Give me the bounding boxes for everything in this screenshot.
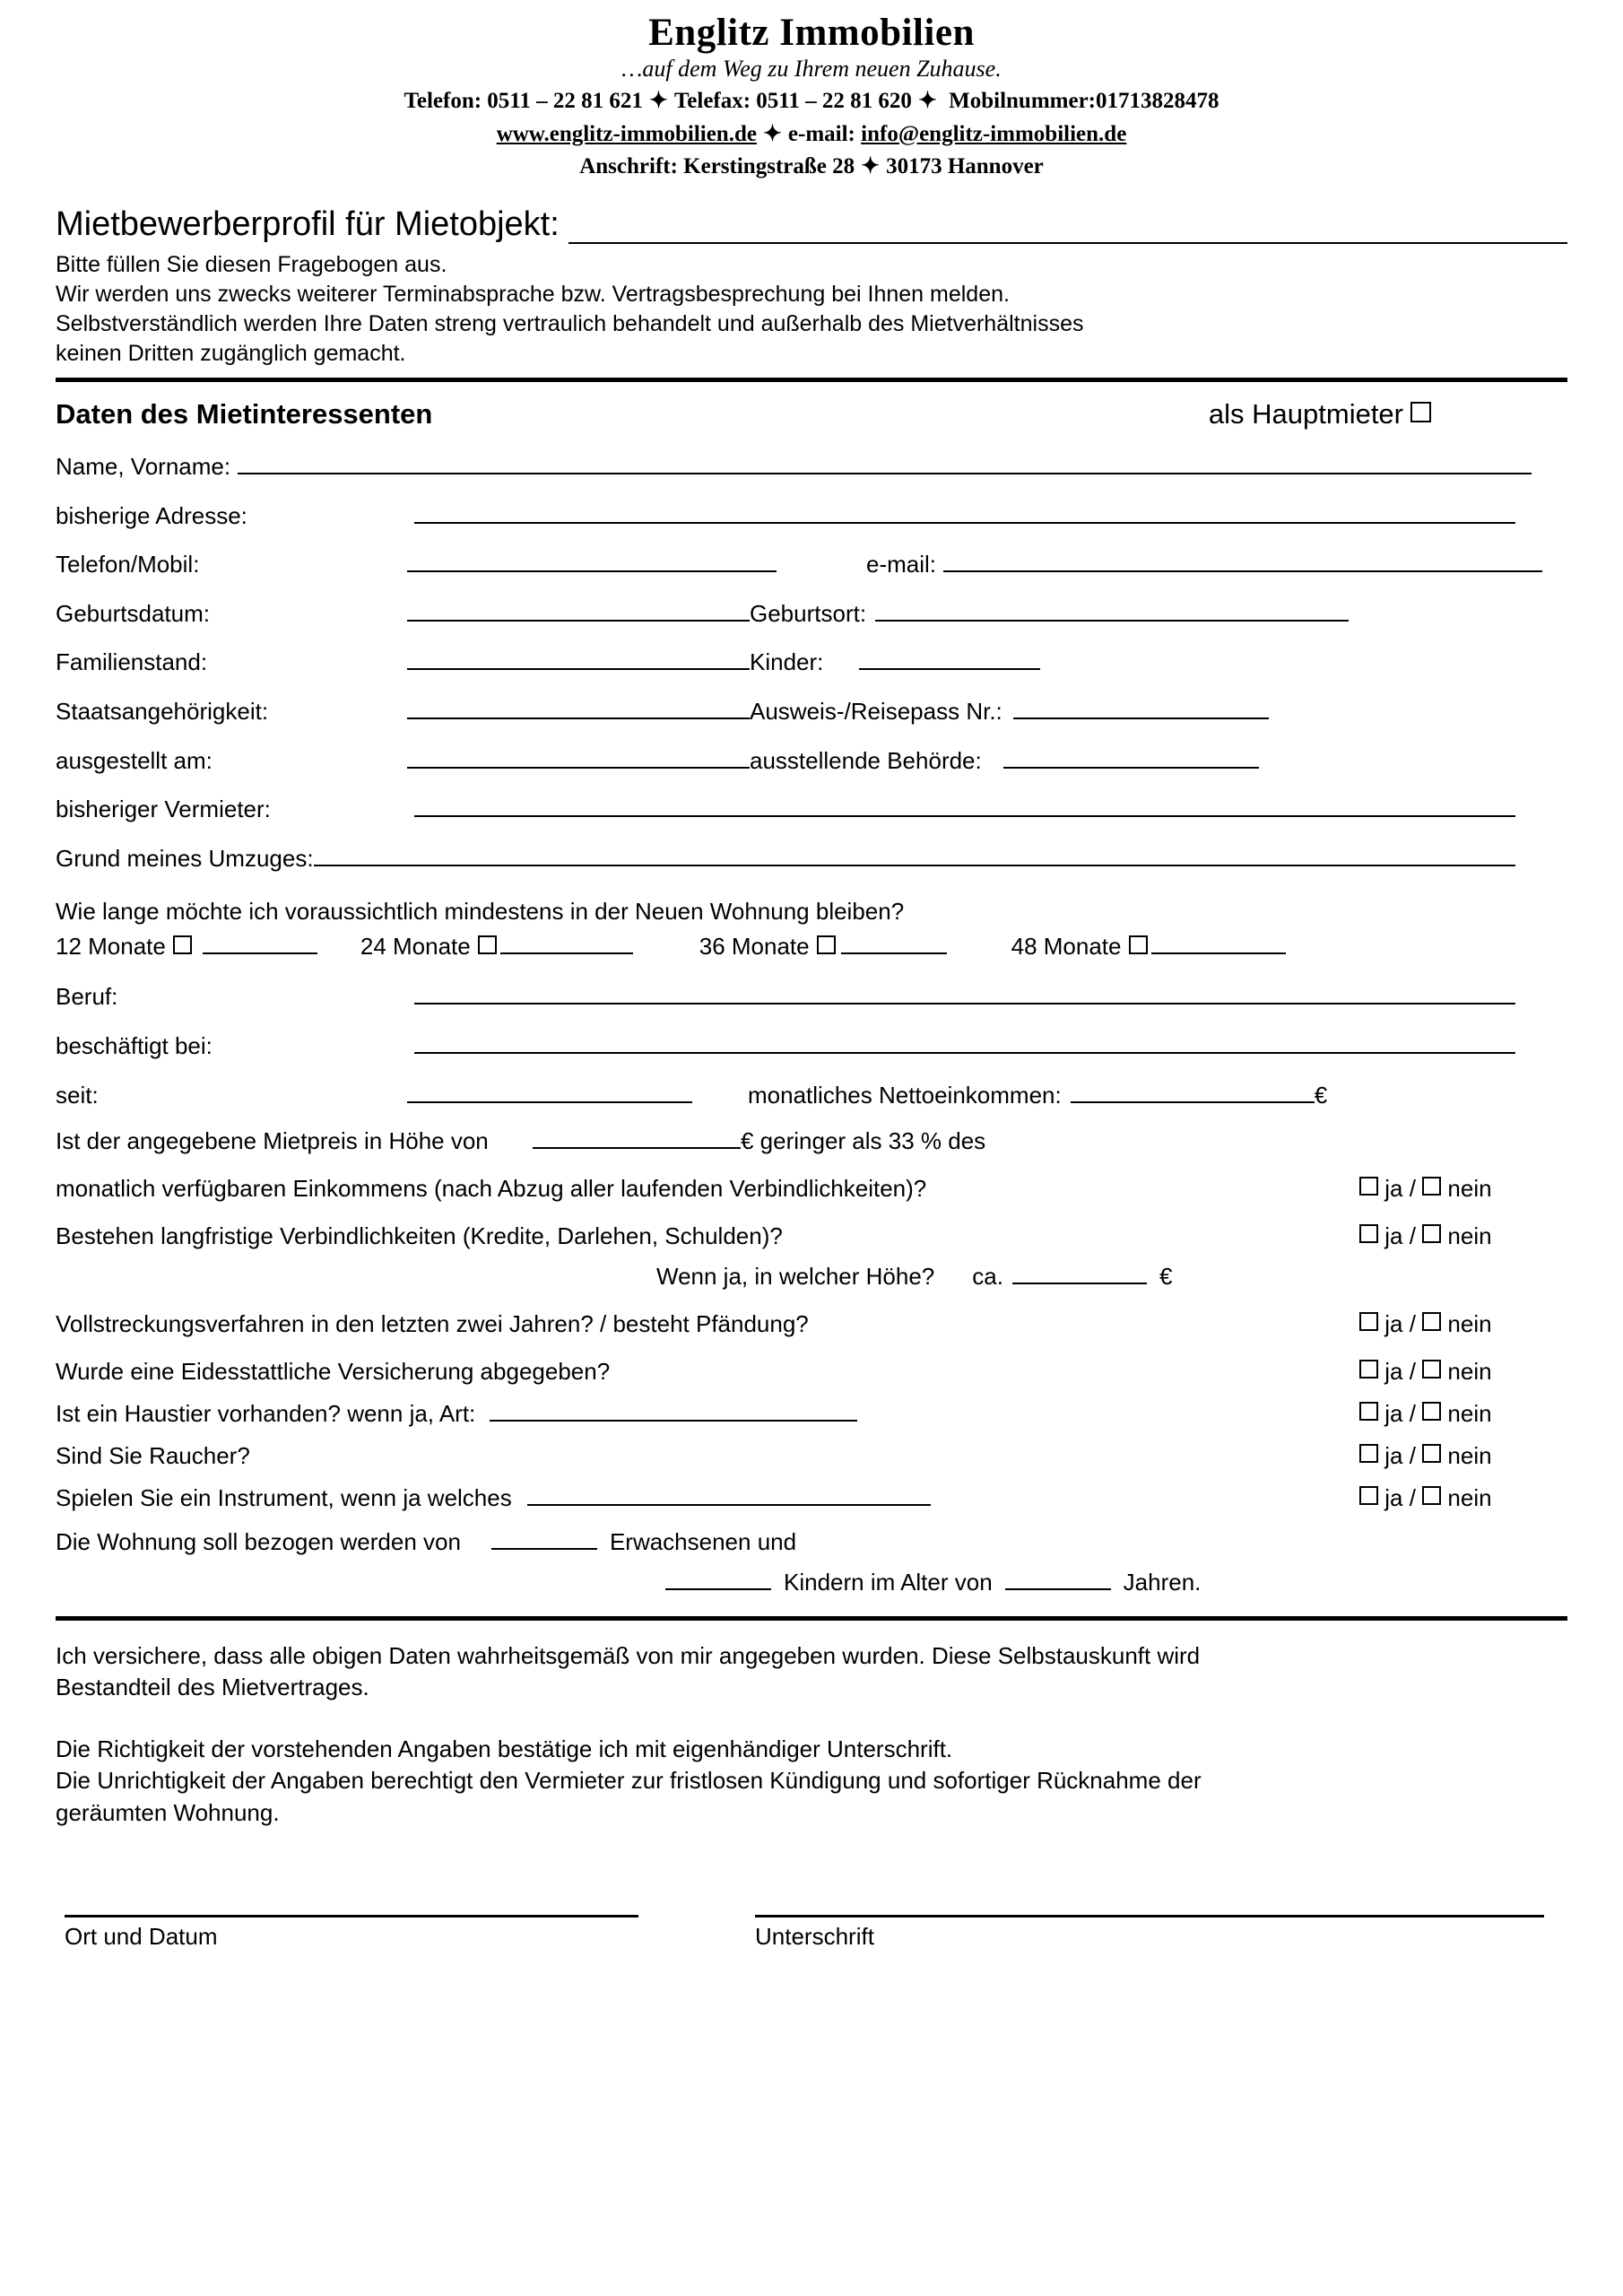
input-phone[interactable]	[407, 551, 777, 572]
mobile-label: Mobilnummer:01713828478	[949, 89, 1219, 114]
field-row-issued	[56, 747, 1567, 774]
input-duration-12[interactable]	[203, 933, 317, 954]
checkbox-affidavit-yes[interactable]	[1359, 1360, 1378, 1378]
checkbox-enforcement-yes[interactable]	[1359, 1312, 1378, 1331]
yesno-enforcement[interactable]	[1359, 1310, 1567, 1338]
question-instrument	[56, 1484, 1359, 1512]
page-title: Mietbewerberprofil für Mietobjekt:	[56, 205, 560, 244]
separator-slash: /	[1409, 1175, 1416, 1203]
divider-top	[56, 378, 1567, 382]
field-row-nationality	[56, 698, 1567, 725]
contact-web-line	[56, 120, 1567, 148]
checkbox-income-ratio-yes[interactable]	[1359, 1177, 1378, 1196]
checkbox-main-tenant[interactable]	[1410, 402, 1431, 422]
field-row-profession	[56, 983, 1567, 1010]
question-row-pet	[56, 1400, 1567, 1428]
label-yes: ja	[1384, 1484, 1403, 1512]
yesno-pet[interactable]	[1359, 1400, 1567, 1428]
input-children[interactable]	[859, 648, 1040, 670]
label-previous-landlord: bisheriger Vermieter:	[56, 796, 271, 823]
checkbox-smoker-yes[interactable]	[1359, 1444, 1378, 1463]
label-no: nein	[1447, 1442, 1492, 1470]
question-row-long-term-debt	[56, 1222, 1567, 1250]
question-row-debt-amount	[56, 1263, 1567, 1291]
label-yes: ja	[1384, 1175, 1403, 1203]
field-row-employer	[56, 1032, 1567, 1059]
label-no: nein	[1447, 1358, 1492, 1386]
intro-line-3: Selbstverständlich werden Ihre Daten streng vertraulich behandelt und außerhalb des Mietverhältnisses	[56, 311, 1084, 337]
input-duration-36[interactable]	[841, 933, 947, 954]
question-rent-ratio	[56, 1127, 1567, 1155]
label-birthdate: Geburtsdatum:	[56, 599, 210, 627]
fax-label: Telefax: 0511 – 22 81 620	[673, 89, 912, 114]
currency-symbol-debt: €	[1159, 1263, 1173, 1291]
input-net-income[interactable]	[1071, 1082, 1315, 1103]
question-instrument-label: Spielen Sie ein Instrument, wenn ja welches	[56, 1484, 512, 1512]
label-nationality: Staatsangehörigkeit:	[56, 698, 269, 726]
object-input-line[interactable]	[568, 215, 1567, 244]
divider-bottom	[56, 1616, 1567, 1621]
input-passport[interactable]	[1013, 698, 1269, 719]
signature-signature[interactable]	[755, 1915, 1544, 1951]
declaration-line-5: geräumten Wohnung.	[56, 1798, 280, 1826]
label-email: e-mail:	[866, 551, 937, 578]
label-place-date: Ort und Datum	[65, 1922, 218, 1950]
intro-line-4: keinen Dritten zugänglich gemacht.	[56, 341, 406, 367]
label-signature: Unterschrift	[755, 1922, 874, 1950]
checkbox-duration-12[interactable]	[173, 935, 192, 954]
declaration-line-1: Ich versichere, dass alle obigen Daten wahrheitsgemäß von mir angegeben wurden. Diese Selbstauskunft wird	[56, 1642, 1201, 1670]
input-profession[interactable]	[414, 983, 1515, 1004]
email-label: e-mail:	[787, 121, 855, 146]
intro-line-1: Bitte füllen Sie diesen Fragebogen aus.	[56, 252, 447, 278]
question-affidavit: Wurde eine Eidesstattliche Versicherung abgegeben?	[56, 1358, 611, 1386]
bullet-icon: ✦	[917, 89, 937, 114]
field-row-since-income	[56, 1082, 1567, 1109]
label-issued-on: ausgestellt am:	[56, 746, 213, 774]
separator-slash: /	[1409, 1484, 1416, 1512]
street-address: Anschrift: Kerstingstraße 28	[579, 153, 855, 178]
question-row-income-ratio	[56, 1175, 1567, 1203]
checkbox-debt-no[interactable]	[1422, 1224, 1441, 1243]
duration-option-24[interactable]	[360, 933, 633, 961]
form-title-row	[56, 205, 1567, 244]
contact-phone-line	[56, 87, 1567, 115]
input-issuing-authority[interactable]	[1003, 747, 1259, 769]
label-reason: Grund meines Umzuges:	[56, 844, 314, 872]
label-yes: ja	[1384, 1310, 1403, 1338]
input-rent-amount[interactable]	[533, 1127, 741, 1149]
input-issued-on[interactable]	[407, 747, 750, 769]
question-occupancy-part3: Kindern im Alter von	[784, 1569, 993, 1596]
question-pet-label: Ist ein Haustier vorhanden? wenn ja, Art:	[56, 1400, 476, 1428]
main-tenant-label: als Hauptmieter	[1208, 398, 1403, 430]
label-no: nein	[1447, 1484, 1492, 1512]
input-name[interactable]	[238, 453, 1532, 474]
question-row-rent-ratio	[56, 1127, 1567, 1155]
yesno-instrument[interactable]	[1359, 1484, 1567, 1512]
input-address[interactable]	[414, 502, 1515, 524]
checkbox-pet-no[interactable]	[1422, 1402, 1441, 1421]
input-email[interactable]	[943, 551, 1542, 572]
input-birthdate[interactable]	[407, 600, 750, 622]
yesno-affidavit[interactable]	[1359, 1358, 1567, 1386]
company-name: Englitz Immobilien	[648, 12, 975, 54]
input-birthplace[interactable]	[875, 600, 1349, 622]
duration-option-48[interactable]	[1011, 933, 1286, 961]
declaration-block-1	[56, 1640, 1567, 1703]
declaration-line-3: Die Richtigkeit der vorstehenden Angaben bestätige ich mit eigenhändiger Unterschrift.	[56, 1735, 953, 1763]
contact-address-line	[56, 152, 1567, 180]
yesno-smoker[interactable]	[1359, 1442, 1567, 1470]
section-header	[56, 398, 1567, 430]
intro-line-2: Wir werden uns zwecks weiterer Terminabsprache bzw. Vertragsbesprechung bei Ihnen melden.	[56, 282, 1010, 308]
yesno-long-term-debt[interactable]	[1359, 1222, 1567, 1250]
yesno-income-ratio[interactable]	[1359, 1175, 1567, 1203]
duration-label-36: 36 Monate	[699, 933, 810, 961]
label-employer: beschäftigt bei:	[56, 1032, 213, 1060]
label-name: Name, Vorname:	[56, 453, 231, 481]
declaration-block-2	[56, 1734, 1567, 1828]
question-long-term-debt: Bestehen langfristige Verbindlichkeiten (Kredite, Darlehen, Schulden)?	[56, 1222, 783, 1250]
input-duration-24[interactable]	[500, 933, 633, 954]
declaration-line-4: Die Unrichtigkeit der Angaben berechtigt den Vermieter zur fristlosen Kündigung und sofortiger Rücknahme der	[56, 1767, 1202, 1795]
label-yes: ja	[1384, 1442, 1403, 1470]
question-occupancy-part4: Jahren.	[1123, 1569, 1202, 1596]
duration-label-24: 24 Monate	[360, 933, 471, 961]
checkbox-enforcement-no[interactable]	[1422, 1312, 1441, 1331]
question-row-affidavit	[56, 1358, 1567, 1386]
separator-slash: /	[1409, 1222, 1416, 1250]
question-occupancy-part2: Erwachsenen und	[609, 1528, 797, 1556]
letterhead	[56, 13, 1567, 180]
checkbox-affidavit-no[interactable]	[1422, 1360, 1441, 1378]
input-since[interactable]	[407, 1082, 692, 1103]
question-smoker: Sind Sie Raucher?	[56, 1442, 250, 1470]
label-no: nein	[1447, 1400, 1492, 1428]
label-since: seit:	[56, 1081, 99, 1109]
currency-symbol-income: €	[1314, 1081, 1328, 1109]
signature-place-date[interactable]	[65, 1915, 638, 1951]
field-row-birth	[56, 600, 1567, 627]
email-link[interactable]: info@englitz-immobilien.de	[861, 121, 1127, 146]
field-row-name	[56, 453, 1567, 480]
separator-slash: /	[1409, 1400, 1416, 1428]
duration-question: Wie lange möchte ich voraussichtlich mindestens in der Neuen Wohnung bleiben?	[56, 898, 905, 926]
duration-label-12: 12 Monate	[56, 933, 166, 961]
checkbox-pet-yes[interactable]	[1359, 1402, 1378, 1421]
label-no: nein	[1447, 1310, 1492, 1338]
input-children-ages[interactable]	[1005, 1569, 1111, 1590]
bullet-icon: ✦	[861, 153, 881, 178]
label-issuing-authority: ausstellende Behörde:	[750, 746, 982, 774]
bullet-icon: ✦	[762, 121, 782, 146]
duration-options	[56, 933, 1567, 961]
checkbox-instrument-yes[interactable]	[1359, 1486, 1378, 1505]
duration-option-12[interactable]	[56, 933, 317, 961]
label-no: nein	[1447, 1222, 1492, 1250]
checkbox-debt-yes[interactable]	[1359, 1224, 1378, 1243]
label-net-income: monatliches Nettoeinkommen:	[748, 1081, 1062, 1109]
label-profession: Beruf:	[56, 983, 118, 1011]
field-row-reason	[56, 845, 1567, 872]
question-if-yes-amount: Wenn ja, in welcher Höhe?	[656, 1263, 935, 1291]
question-rent-ratio-part2: € geringer als 33 % des	[741, 1127, 986, 1155]
intro-paragraph	[56, 250, 1567, 369]
website-link[interactable]: www.englitz-immobilien.de	[496, 121, 757, 146]
field-row-marital	[56, 648, 1567, 675]
checkbox-duration-48[interactable]	[1129, 935, 1148, 954]
signature-row	[56, 1915, 1567, 1951]
main-tenant-option[interactable]	[1209, 398, 1431, 430]
label-yes: ja	[1384, 1222, 1403, 1250]
checkbox-duration-36[interactable]	[817, 935, 836, 954]
label-children: Kinder:	[750, 648, 824, 676]
checkbox-smoker-no[interactable]	[1422, 1444, 1441, 1463]
label-passport: Ausweis-/Reisepass Nr.:	[750, 698, 1002, 726]
checkbox-duration-24[interactable]	[478, 935, 497, 954]
input-reason[interactable]	[314, 845, 1515, 866]
phone-label: Telefon: 0511 – 22 81 621	[404, 89, 643, 114]
section-title: Daten des Mietinteressenten	[56, 398, 433, 430]
declaration-line-2: Bestandteil des Mietvertrages.	[56, 1674, 369, 1701]
duration-option-36[interactable]	[699, 933, 947, 961]
input-previous-landlord[interactable]	[414, 796, 1515, 817]
field-row-previous-landlord	[56, 796, 1567, 822]
input-nationality[interactable]	[407, 698, 750, 719]
checkbox-instrument-no[interactable]	[1422, 1486, 1441, 1505]
separator-slash: /	[1409, 1442, 1416, 1470]
question-row-enforcement	[56, 1310, 1567, 1338]
label-address: bisherige Adresse:	[56, 501, 247, 529]
separator-slash: /	[1409, 1310, 1416, 1338]
label-yes: ja	[1384, 1358, 1403, 1386]
field-row-phone	[56, 551, 1567, 578]
input-employer[interactable]	[414, 1032, 1515, 1054]
field-row-address	[56, 502, 1567, 529]
input-duration-48[interactable]	[1151, 933, 1286, 954]
question-row-instrument	[56, 1484, 1567, 1512]
separator-slash: /	[1409, 1358, 1416, 1386]
question-enforcement: Vollstreckungsverfahren in den letzten zwei Jahren? / besteht Pfändung?	[56, 1310, 809, 1338]
signature-line-place-date[interactable]	[65, 1915, 638, 1918]
input-marital[interactable]	[407, 648, 750, 670]
question-row-smoker	[56, 1442, 1567, 1470]
question-occupancy-part1: Die Wohnung soll bezogen werden von	[56, 1528, 461, 1556]
label-birthplace: Geburtsort:	[750, 599, 867, 627]
signature-line-signature[interactable]	[755, 1915, 1544, 1918]
bullet-icon: ✦	[648, 89, 668, 114]
label-no: nein	[1447, 1175, 1492, 1203]
input-instrument[interactable]	[527, 1484, 931, 1506]
input-debt-amount[interactable]	[1012, 1263, 1147, 1284]
input-children-count[interactable]	[665, 1569, 771, 1590]
question-row-occupancy-adults	[56, 1528, 1567, 1556]
label-ca: ca.	[972, 1263, 1003, 1291]
question-income-ratio: monatlich verfügbaren Einkommens (nach Abzug aller laufenden Verbindlichkeiten)?	[56, 1175, 927, 1203]
question-pet	[56, 1400, 1359, 1428]
checkbox-income-ratio-no[interactable]	[1422, 1177, 1441, 1196]
city-address: 30173 Hannover	[886, 153, 1044, 178]
question-row-occupancy-children	[56, 1569, 1567, 1596]
question-rent-ratio-part1: Ist der angegebene Mietpreis in Höhe von	[56, 1127, 489, 1155]
input-pet-type[interactable]	[490, 1400, 857, 1422]
label-phone: Telefon/Mobil:	[56, 551, 200, 578]
label-marital: Familienstand:	[56, 648, 208, 676]
duration-label-48: 48 Monate	[1011, 933, 1122, 961]
label-yes: ja	[1384, 1400, 1403, 1428]
company-tagline: …auf dem Weg zu Ihrem neuen Zuhause.	[621, 56, 1002, 83]
input-adults-count[interactable]	[491, 1528, 597, 1550]
